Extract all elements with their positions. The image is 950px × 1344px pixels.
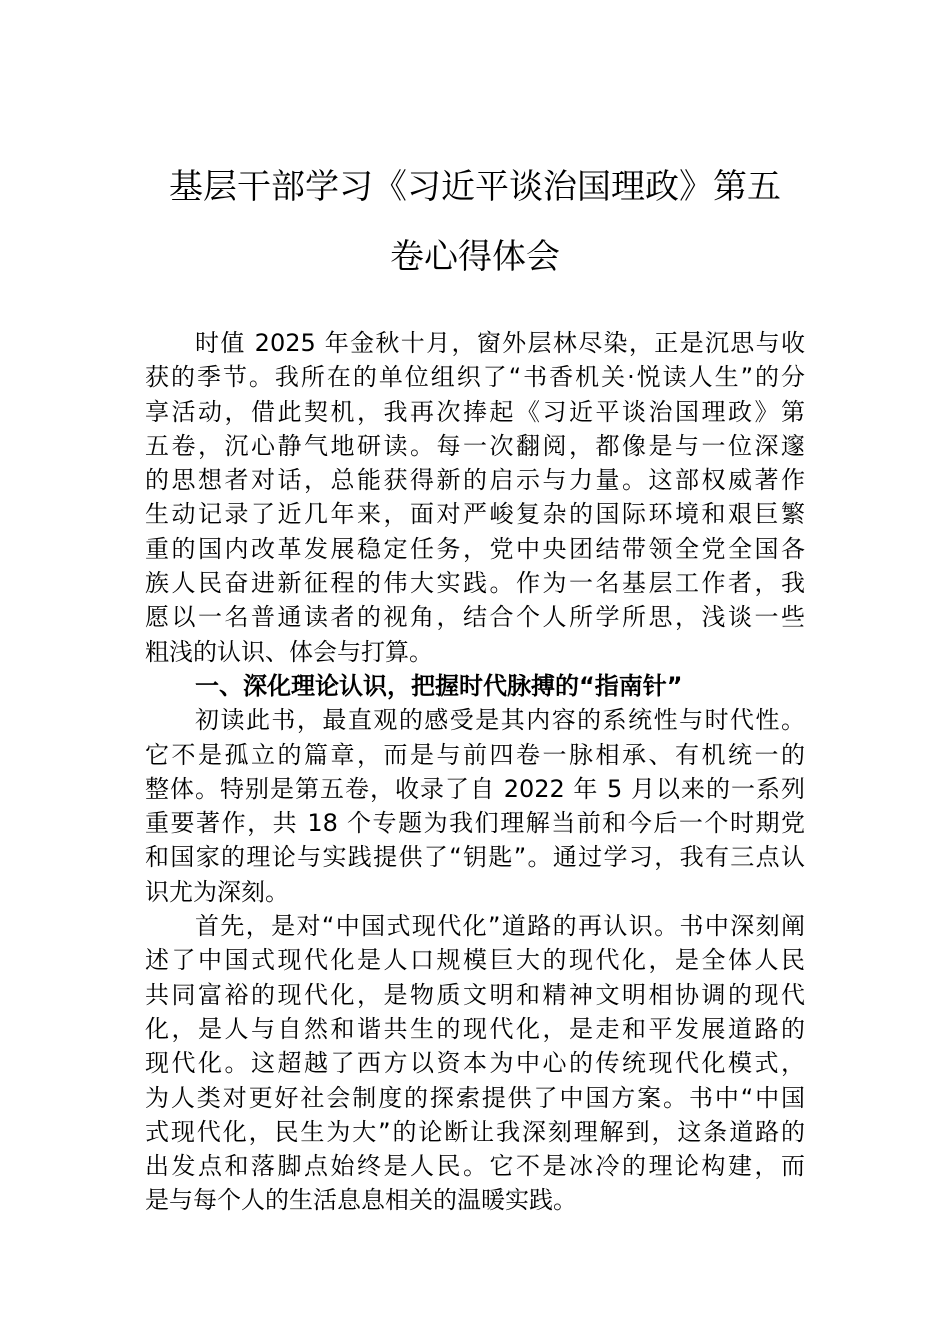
- text-line: 重的国内改革发展稳定任务，党中央团结带领全党全国各: [145, 534, 805, 563]
- text-line: 出发点和落脚点始终是人民。它不是冰冷的理论构建，而: [145, 1152, 805, 1181]
- document-title-line-2: 卷心得体会: [390, 237, 560, 277]
- paragraph: [145, 909, 805, 1218]
- text-line: 粗浅的认识、体会与打算。: [145, 637, 433, 666]
- text-line: 是与每个人的生活息息相关的温暖实践。: [145, 1186, 577, 1215]
- text-line: 现代化。这超越了西方以资本为中心的传统现代化模式，: [145, 1049, 805, 1078]
- text-line: 述了中国式现代化是人口规模巨大的现代化，是全体人民: [145, 946, 805, 975]
- document-body: [145, 326, 805, 1218]
- text-line: 为人类对更好社会制度的探索提供了中国方案。书中“中国: [145, 1083, 805, 1112]
- section-heading: [145, 669, 805, 703]
- text-line: 初读此书，最直观的感受是其内容的系统性与时代性。: [195, 706, 805, 735]
- document-title-line-1: 基层干部学习《习近平谈治国理政》第五: [169, 167, 781, 207]
- text-line: 获的季节。我所在的单位组织了“书香机关·悦读人生”的分: [145, 363, 805, 392]
- text-line: 族人民奋进新征程的伟大实践。作为一名基层工作者，我: [145, 569, 805, 598]
- text-line: 式现代化，民生为大”的论断让我深刻理解到，这条道路的: [145, 1117, 805, 1146]
- paragraph: [145, 703, 805, 909]
- text-line: 识尤为深刻。: [145, 877, 289, 906]
- text-line: 生动记录了近几年来，面对严峻复杂的国际环境和艰巨繁: [145, 500, 805, 529]
- text-line: 首先，是对“中国式现代化”道路的再认识。书中深刻阐: [195, 912, 805, 941]
- text-line: 化，是人与自然和谐共生的现代化，是走和平发展道路的: [145, 1014, 805, 1043]
- text-line: 重要著作，共 18 个专题为我们理解当前和今后一个时期党: [145, 809, 805, 838]
- text-line: 整体。特别是第五卷，收录了自 2022 年 5 月以来的一系列: [145, 774, 805, 803]
- text-line: 五卷，沉心静气地研读。每一次翻阅，都像是与一位深邃: [145, 431, 805, 460]
- text-line: 的思想者对话，总能获得新的启示与力量。这部权威著作: [145, 466, 805, 495]
- text-line: 共同富裕的现代化，是物质文明和精神文明相协调的现代: [145, 980, 805, 1009]
- paragraph: [145, 326, 805, 669]
- text-line: 它不是孤立的篇章，而是与前四卷一脉相承、有机统一的: [145, 740, 805, 769]
- text-line: 时值 2025 年金秋十月，窗外层林尽染，正是沉思与收: [195, 329, 805, 357]
- text-line: 享活动，借此契机，我再次捧起《习近平谈治国理政》第: [145, 397, 805, 426]
- text-line: 一、深化理论认识，把握时代脉搏的“指南针”: [195, 671, 683, 700]
- text-line: 和国家的理论与实践提供了“钥匙”。通过学习，我有三点认: [145, 843, 805, 872]
- text-line: 愿以一名普通读者的视角，结合个人所学所思，浅谈一些: [145, 603, 805, 632]
